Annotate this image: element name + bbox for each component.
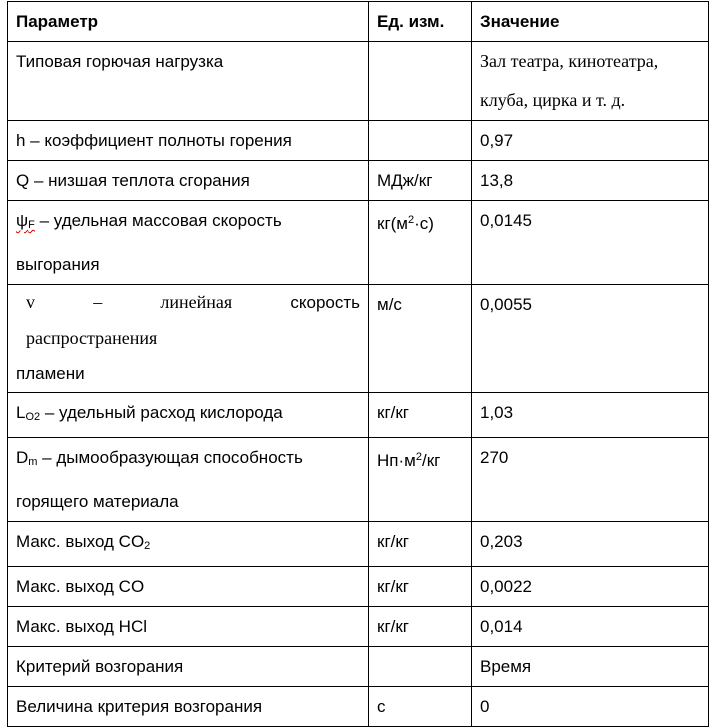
unit-cell [369, 121, 472, 161]
param-cell: Типовая горючая нагрузка [8, 42, 369, 121]
param-cell [8, 201, 369, 285]
v-first-line: v – линейная скорость [26, 292, 361, 312]
psi-description: – удельная массовая скорость выгорания [16, 211, 282, 274]
table-row [8, 522, 709, 567]
unit-cell: МДж/кг [369, 161, 472, 201]
table-header-row [8, 2, 709, 42]
param-cell: h – коэффициент полноты горения [8, 121, 369, 161]
table-row [8, 438, 709, 522]
table-row [8, 285, 709, 393]
table-row [8, 567, 709, 607]
unit-cell: кг/кг [369, 607, 472, 647]
value-cell: 0,0055 [472, 285, 709, 393]
header-value: Значение [472, 2, 709, 42]
table-row [8, 42, 709, 121]
header-param: Параметр [8, 2, 369, 42]
unit-cell: $Нп\cdot м^2/кг$ [369, 438, 472, 522]
value-cell: 13,8 [472, 161, 709, 201]
table-row [8, 161, 709, 201]
value-cell: Время [472, 647, 709, 687]
unit-cell: с [369, 687, 472, 727]
value-cell: Зал театра, кинотеатра, клуба, цирка и т. д. [472, 42, 709, 121]
param-cell: Dm – дымообразующая способность горящего материала [8, 438, 369, 522]
v-second-line: распространения [26, 328, 158, 348]
table-row [8, 393, 709, 438]
param-cell: Q – низшая теплота сгорания [8, 161, 369, 201]
value-cell: 0,203 [472, 522, 709, 567]
param-cell: Макс. выход HCl [8, 607, 369, 647]
unit-cell: кг/кг [369, 522, 472, 567]
table-row [8, 647, 709, 687]
param-cell [8, 285, 369, 393]
table-row [8, 201, 709, 285]
param-cell: LO2 – удельный расход кислорода [8, 393, 369, 438]
v-third-line: пламени [16, 364, 85, 383]
value-cell: 0,0145 [472, 201, 709, 285]
header-unit: Ед. изм. [369, 2, 472, 42]
value-cell: 270 [472, 438, 709, 522]
value-cell: 1,03 [472, 393, 709, 438]
param-cell: Величина критерия возгорания [8, 687, 369, 727]
unit-cell [369, 42, 472, 121]
param-cell: Критерий возгорания [8, 647, 369, 687]
table-row [8, 607, 709, 647]
unit-cell: м/с [369, 285, 472, 393]
param-cell: Макс. выход CO [8, 567, 369, 607]
value-cell: 0 [472, 687, 709, 727]
table-row [8, 687, 709, 727]
value-cell: 0,97 [472, 121, 709, 161]
param-cell: Макс. выход CO2 [8, 522, 369, 567]
value-cell: 0,0022 [472, 567, 709, 607]
table-row [8, 121, 709, 161]
unit-cell [369, 647, 472, 687]
unit-cell: $кг(м^2\cdot с)$ [369, 201, 472, 285]
psi-symbol: ψF [16, 211, 35, 231]
parameters-table [7, 1, 709, 727]
unit-cell: кг/кг [369, 567, 472, 607]
value-cell: 0,014 [472, 607, 709, 647]
unit-cell: кг/кг [369, 393, 472, 438]
